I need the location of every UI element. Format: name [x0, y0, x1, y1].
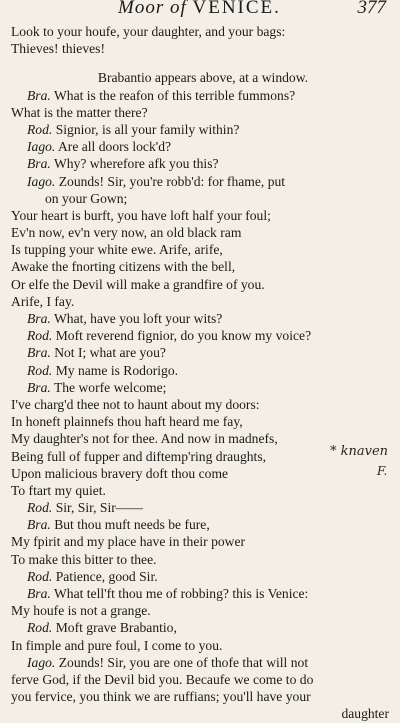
speaker-name: Bra.	[27, 311, 51, 326]
text-line: ferve God, if the Devil bid you. Becaufe we come to do	[11, 671, 314, 687]
page-header	[0, 0, 400, 24]
stage-direction: Brabantio appears above, at a window.	[97, 70, 309, 86]
text-line: Upon malicious bravery doft thou come	[11, 465, 229, 481]
speech-line: Rod. My name is Rodorigo.	[27, 362, 179, 378]
text-line: Look to your houfe, your daughter, and your bags:	[11, 24, 286, 39]
handwritten-annotation: * knaven	[330, 444, 389, 459]
speaker-name: Rod.	[27, 568, 53, 584]
speaker-name: Rod.	[27, 362, 53, 378]
running-title-italic: Moor of	[118, 0, 193, 18]
text-line: My fpirit and my place have in their power	[11, 534, 246, 550]
play-text	[11, 23, 395, 723]
speaker-name: Bra.	[27, 379, 51, 395]
speech-line: Bra. What tell'ft thou me of robbing? this is Venice:	[27, 586, 309, 601]
handwritten-mark: F.	[377, 464, 388, 478]
speaker-name: Rod.	[27, 500, 53, 516]
speaker-name: Bra.	[27, 517, 51, 533]
speaker-name: Iago.	[27, 173, 56, 189]
speaker-name: Bra.	[27, 345, 51, 361]
speech-line: Iago. Are all doors lock'd?	[27, 139, 172, 155]
running-title	[118, 0, 281, 19]
text-line: To make this bitter to thee.	[11, 551, 157, 567]
text-line: Arife, I fay.	[11, 293, 75, 309]
text-line	[11, 705, 395, 722]
speech-line: Bra. But thou muft needs be fure,	[27, 517, 210, 533]
speech-line: Rod. Patience, good Sir.	[27, 568, 158, 584]
speech-line: Rod. Moft reverend fignior, do you know my voice?	[27, 328, 312, 344]
text-line: Is tupping your white ewe. Arife, arife,	[11, 242, 223, 258]
speaker-name: Iago.	[27, 654, 56, 670]
speech-line: Bra. What is the reafon of this terrible fummons?	[27, 87, 296, 103]
text-line: Awake the fnorting citizens with the bell,	[11, 259, 236, 275]
speech-line: Iago. Zounds! Sir, you're robb'd: for fhame, put	[27, 173, 286, 189]
text-line: Or elfe the Devil will make a grandfire of you.	[11, 276, 265, 292]
speaker-name: Bra.	[27, 586, 51, 601]
speaker-name: Bra.	[27, 156, 51, 172]
text-line: What is the matter there?	[11, 104, 148, 120]
running-title-caps: VENICE.	[192, 0, 281, 18]
speech-line: Bra. Why? wherefore afk you this?	[27, 156, 219, 172]
text-line: To ftart my quiet.	[11, 482, 106, 498]
text-line: In fimple and pure foul, I come to you.	[11, 637, 223, 653]
text-line: My houfe is not a grange.	[11, 603, 151, 619]
catchword: daughter	[341, 706, 389, 722]
text-line: Your heart is burft, you have loft half your foul;	[11, 207, 271, 223]
speaker-name: Iago.	[27, 139, 56, 155]
speech-line: Bra. The worfe welcome;	[27, 379, 167, 395]
speaker-name: Rod.	[27, 121, 53, 137]
text-line: on your Gown;	[45, 190, 128, 206]
text-line: Ev'n now, ev'n very now, an old black ram	[11, 225, 242, 241]
speech-line: Iago. Zounds! Sir, you are one of thofe that will not	[27, 654, 309, 670]
speech-line: Bra. Not I; what are you?	[27, 345, 166, 361]
speech-line: Rod. Sir, Sir, Sir——	[27, 500, 143, 516]
speaker-name: Rod.	[27, 620, 53, 636]
text-line: you fervice, you think we are ruffians; you'll have your	[11, 689, 311, 705]
speech-line: Rod. Signior, is all your family within?	[27, 121, 240, 137]
speech-line: Rod. Moft grave Brabantio,	[27, 620, 177, 636]
speech-line: Bra. What, have you loft your wits?	[27, 311, 223, 326]
speaker-name: Rod.	[27, 328, 53, 344]
speaker-name: Bra.	[27, 87, 51, 103]
text-line: My daughter's not for thee. And now in madnefs,	[11, 431, 278, 447]
page-number: 377	[357, 0, 386, 18]
text-line: I've charg'd thee not to haunt about my doors:	[11, 396, 260, 412]
text-line: In honeft plainnefs thou haft heard me fay,	[11, 414, 243, 430]
text-line: Being full of fupper and diftemp'ring draughts,	[11, 448, 267, 464]
text-line: Thieves! thieves!	[11, 41, 105, 57]
